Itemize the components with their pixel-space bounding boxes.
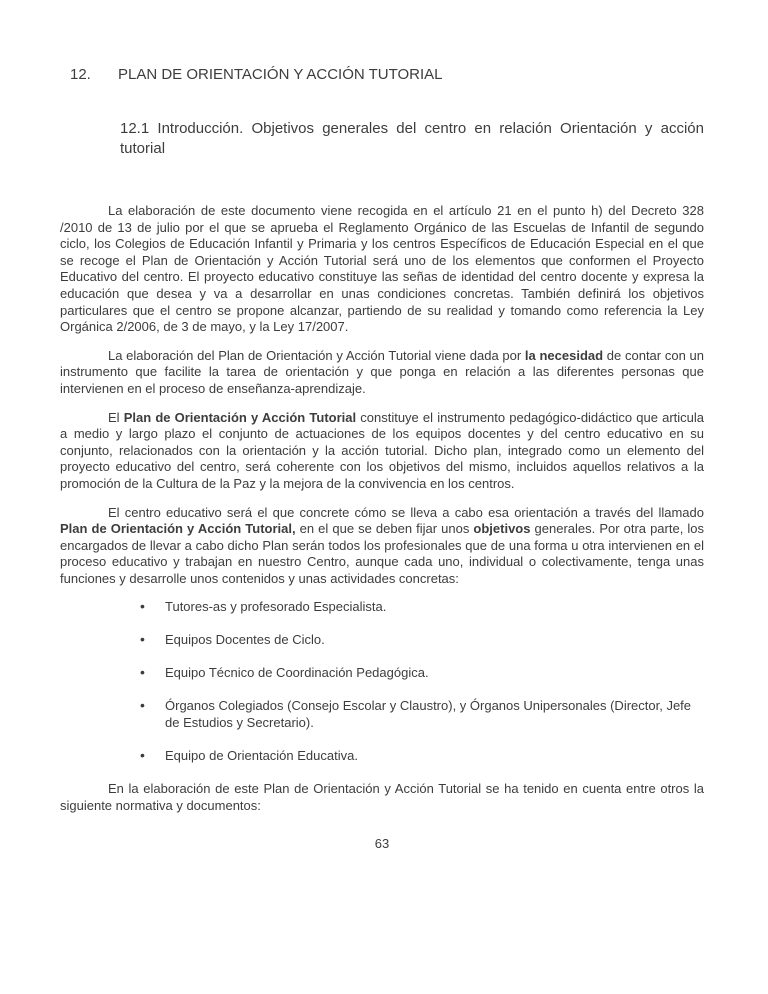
section-heading: [70, 65, 704, 84]
text-run: generales. Por otra parte, los encargados de llevar a cabo dicho Plan serán todos los profesionales que de una forma u otra intervienen en el proceso educativo y trabajan en nuestro Centro, aunque cada uno, individual o colectivamente, tenga unas funciones y desarrolle unos contenidos y unas actividades concretas:: [60, 521, 705, 586]
bullet-list: [60, 599, 704, 764]
bullet-item: • Equipo de Orientación Educativa.: [165, 748, 704, 765]
section-number: 12.: [70, 66, 91, 83]
paragraph-necesidad: [60, 348, 704, 398]
text-run: La elaboración de este documento viene recogida en el artículo 21 en el punto h) del Decreto 328 /2010 de 13 de julio por el que se aprueba el Reglamento Orgánico de las Escuelas de Infantil de segundo ciclo, los Colegios de Educación Infantil y Primaria y los centros Específicos de Educación Especial en el que se recoge el Plan de Orientación y Acción Tutorial será uno de los elementos que conformen el Proyecto Educativo del centro. El proyecto educativo constituye las señas de identidad del centro docente y expresa la educación que desea y va a desarrollar en unas condiciones concretas. También definirá los objetivos particulares que el centro se propone alcanzar, partiendo de su realidad y tomando como referencia la Ley Orgánica 2/2006, de 3 de mayo, y la Ley 17/2007.: [60, 203, 704, 335]
closing-paragraph: [60, 781, 704, 814]
text-run: La elaboración del Plan de Orientación y Acción Tutorial viene dada por: [108, 347, 525, 363]
paragraph-centro-educativo: [60, 505, 704, 588]
page-number: 63: [374, 836, 390, 852]
paragraph-intro: [60, 203, 704, 336]
section-title: PLAN DE ORIENTACIÓN Y ACCIÓN TUTORIAL: [118, 66, 443, 83]
bold-text-run: Plan de Orientación y Acción Tutorial,: [60, 521, 296, 537]
bullet-item: • Equipos Docentes de Ciclo.: [165, 632, 704, 649]
paragraph-instrumento: [60, 410, 704, 493]
bold-text-run: la necesidad: [524, 347, 604, 363]
text-run: El: [108, 409, 124, 425]
text-run: El centro educativo será el que concrete cómo se lleva a cabo esa orientación a través del llamado: [108, 504, 704, 520]
text-run: de contar con un instrumento que facilite la tarea de orientación y que ponga en relación a las diferentes personas que intervienen en el proceso de enseñanza-aprendizaje.: [60, 347, 704, 396]
bold-text-run: Plan de Orientación y Acción Tutorial: [123, 409, 357, 425]
text-run: en el que se deben fijar unos: [295, 521, 474, 537]
text-run: constituye el instrumento pedagógico-didáctico que articula a medio y largo plazo el conjunto de actuaciones de los equipos docentes y del centro educativo en su conjunto, relacionados con la orientación y la acción tutorial. Dicho plan, integrado como un elemento del proyecto educativo del centro, será coherente con los objetivos del mismo, incluidos aquellos relativos a la promoción de la Cultura de la Paz y la mejora de la convivencia en los centros.: [60, 409, 705, 491]
bullet-item: • Órganos Colegiados (Consejo Escolar y Claustro), y Órganos Unipersonales (Director, Jefe de Estudios y Secretario).: [165, 698, 704, 731]
subsection-heading: 12.1 Introducción. Objetivos generales del centro en relación Orientación y acción tutorial: [120, 120, 704, 157]
bullet-item: • Equipo Técnico de Coordinación Pedagógica.: [165, 665, 704, 682]
bold-text-run: objetivos: [473, 521, 531, 537]
text-run: En la elaboración de este Plan de Orientación y Acción Tutorial se ha tenido en cuenta entre otros la siguiente normativa y documentos:: [60, 780, 704, 813]
bullet-item: • Tutores-as y profesorado Especialista.: [165, 599, 704, 616]
